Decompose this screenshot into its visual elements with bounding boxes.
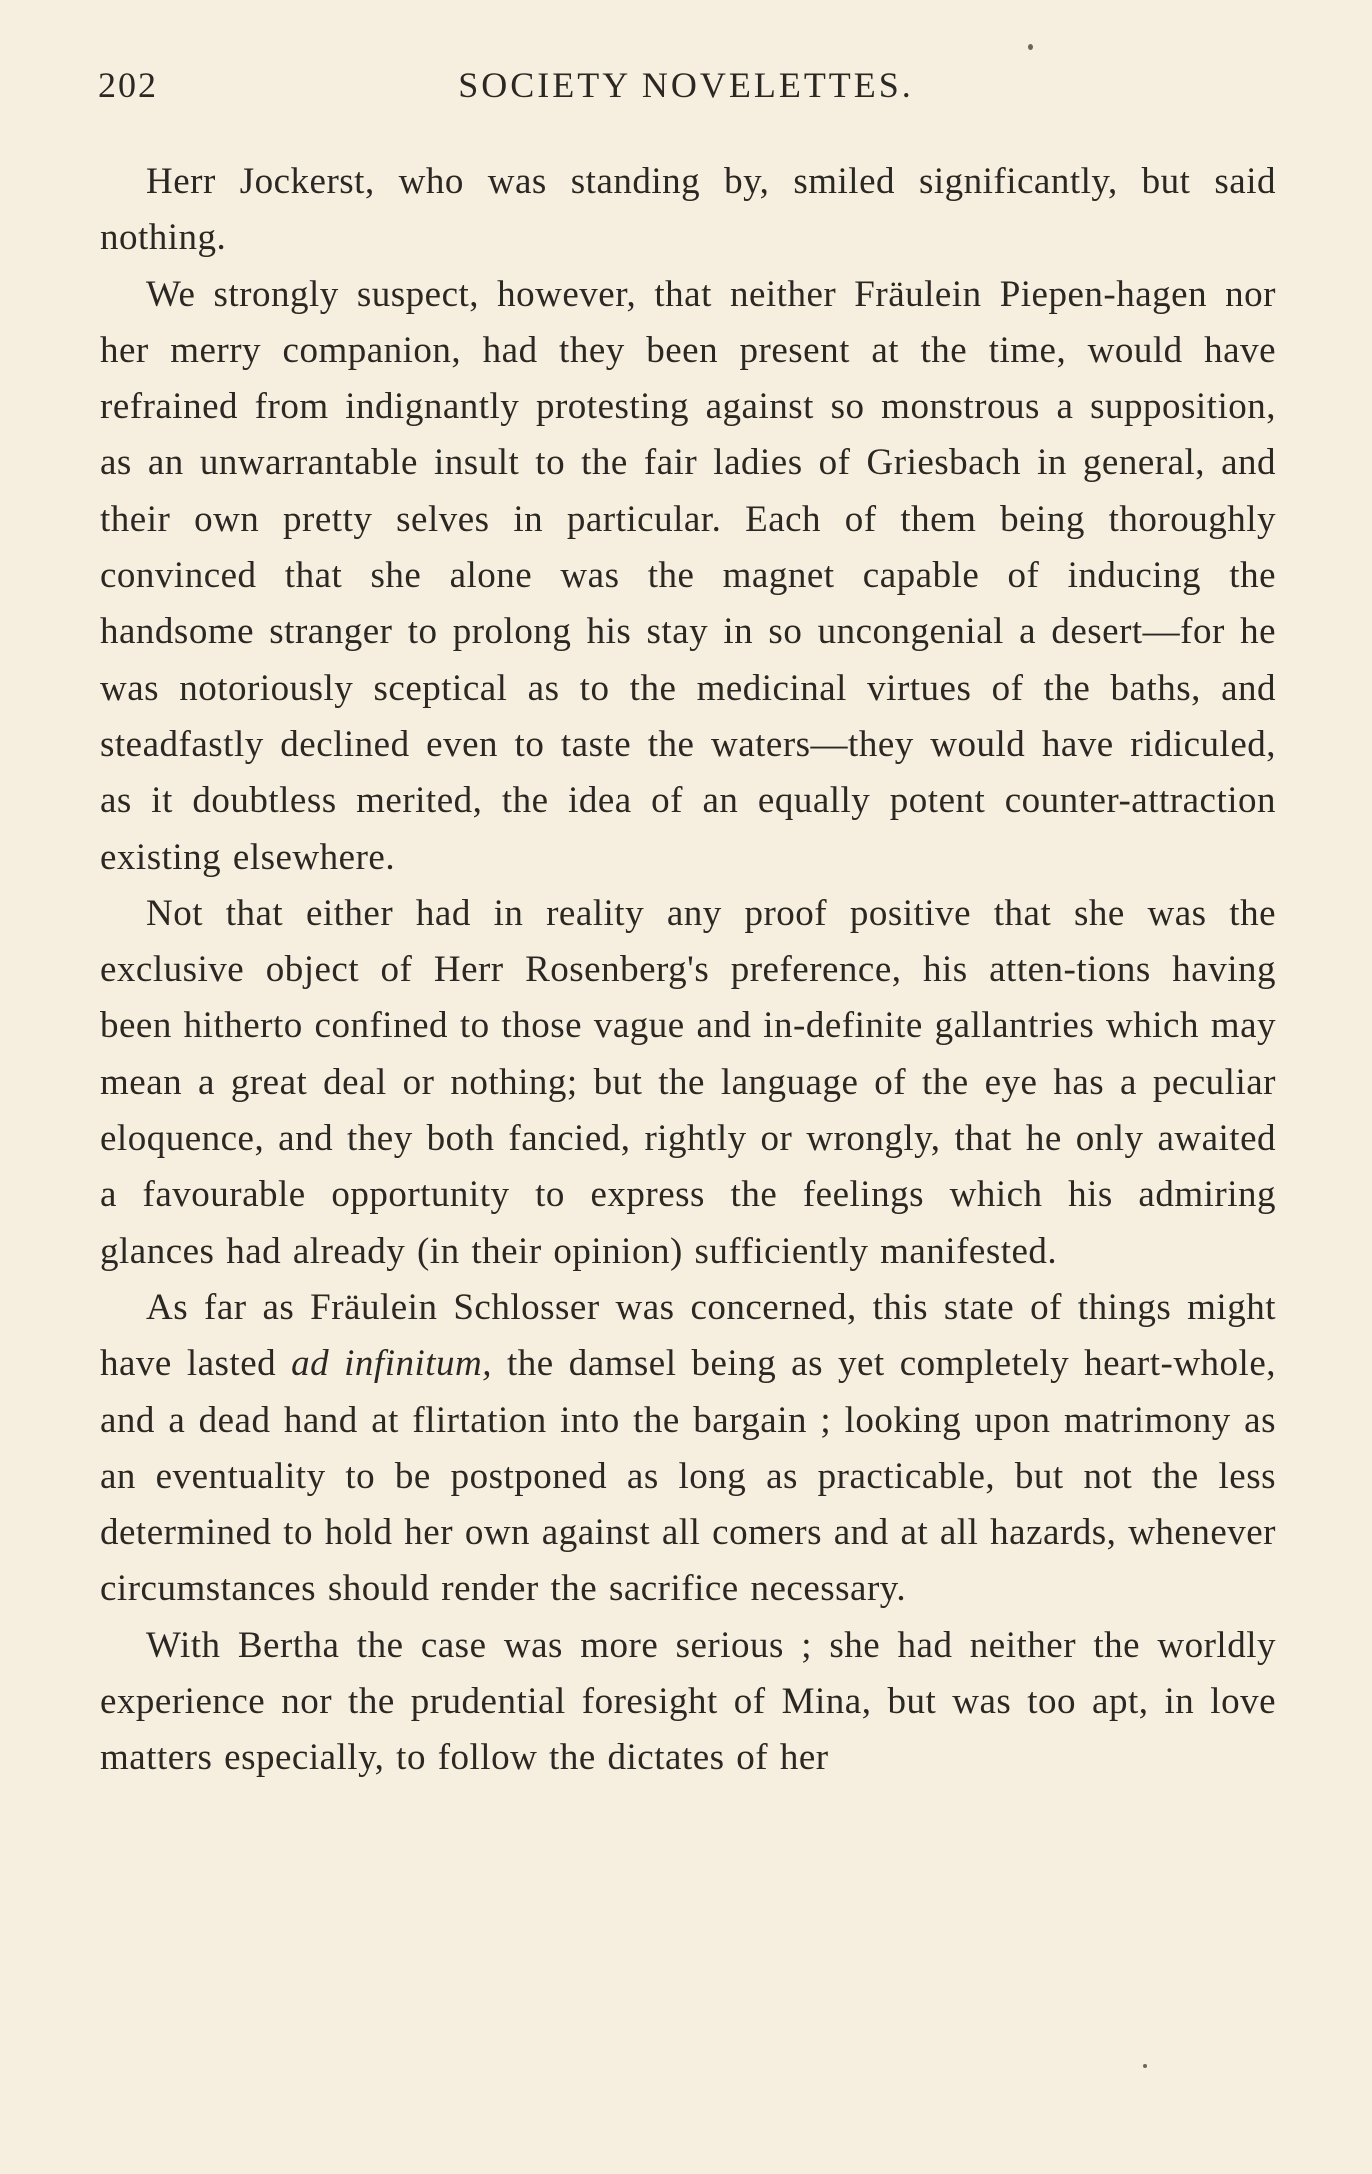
page-header [98, 64, 1274, 124]
paragraph-5: With Bertha the case was more serious ; she had neither the worldly experience nor the prudential foresight of Mina, but was too apt, in love matters especially, to follow the dictates of her [100, 1624, 1276, 1779]
ink-speck [1028, 44, 1033, 50]
ink-speck [1143, 2064, 1147, 2068]
paragraph-4-text-end: the damsel being as yet completely heart-whole, and a dead hand at flirtation into the bargain ; looking upon matrimony as an eventuality to be postponed as long as practicable, but not the less determined to hold her own against all comers and at all hazards, whenever circumstances should render the sacrifice necessary. [100, 1343, 1277, 1610]
paragraph-4 [100, 1280, 1276, 1618]
paragraph-2: We strongly suspect, however, that neither Fräulein Piepen-hagen nor her merry companion, had they been present at the time, would have refrained from indignantly protesting against so monstrous a supposition, as an unwarrantable insult to the fair ladies of Griesbach in general, and their own pretty selves in particular. Each of them being thoroughly convinced that she alone was the magnet capable of inducing the handsome stranger to prolong his stay in so uncongenial a desert—for he was notoriously sceptical as to the medicinal virtues of the baths, and steadfastly declined even to taste the waters—they would have ridiculed, as it doubtless merited, the idea of an equally potent counter-attraction existing elsewhere. [100, 273, 1276, 878]
paragraph-1: Herr Jockerst, who was standing by, smiled significantly, but said nothing. [100, 161, 1276, 259]
running-title: SOCIETY NOVELETTES. [458, 65, 914, 105]
page-number: 202 [98, 65, 158, 105]
body-text [100, 154, 1276, 1787]
paragraph-4-text-start: As far as Fräulein Schlosser was concerned, this state of things might have lasted [100, 1286, 1276, 1385]
italic-phrase: ad infinitum, [291, 1343, 493, 1385]
paragraph-3: Not that either had in reality any proof positive that she was the exclusive object of Herr Rosenberg's preference, his atten-tions having been hitherto confined to those vague and in-definite gallantries which may mean a great deal or nothing; but the language of the eye has a peculiar eloquence, and they both fancied, rightly or wrongly, that he only awaited a favourable opportunity to express the feelings which his admiring glances had already (in their opinion) sufficiently manifested. [100, 892, 1276, 1272]
